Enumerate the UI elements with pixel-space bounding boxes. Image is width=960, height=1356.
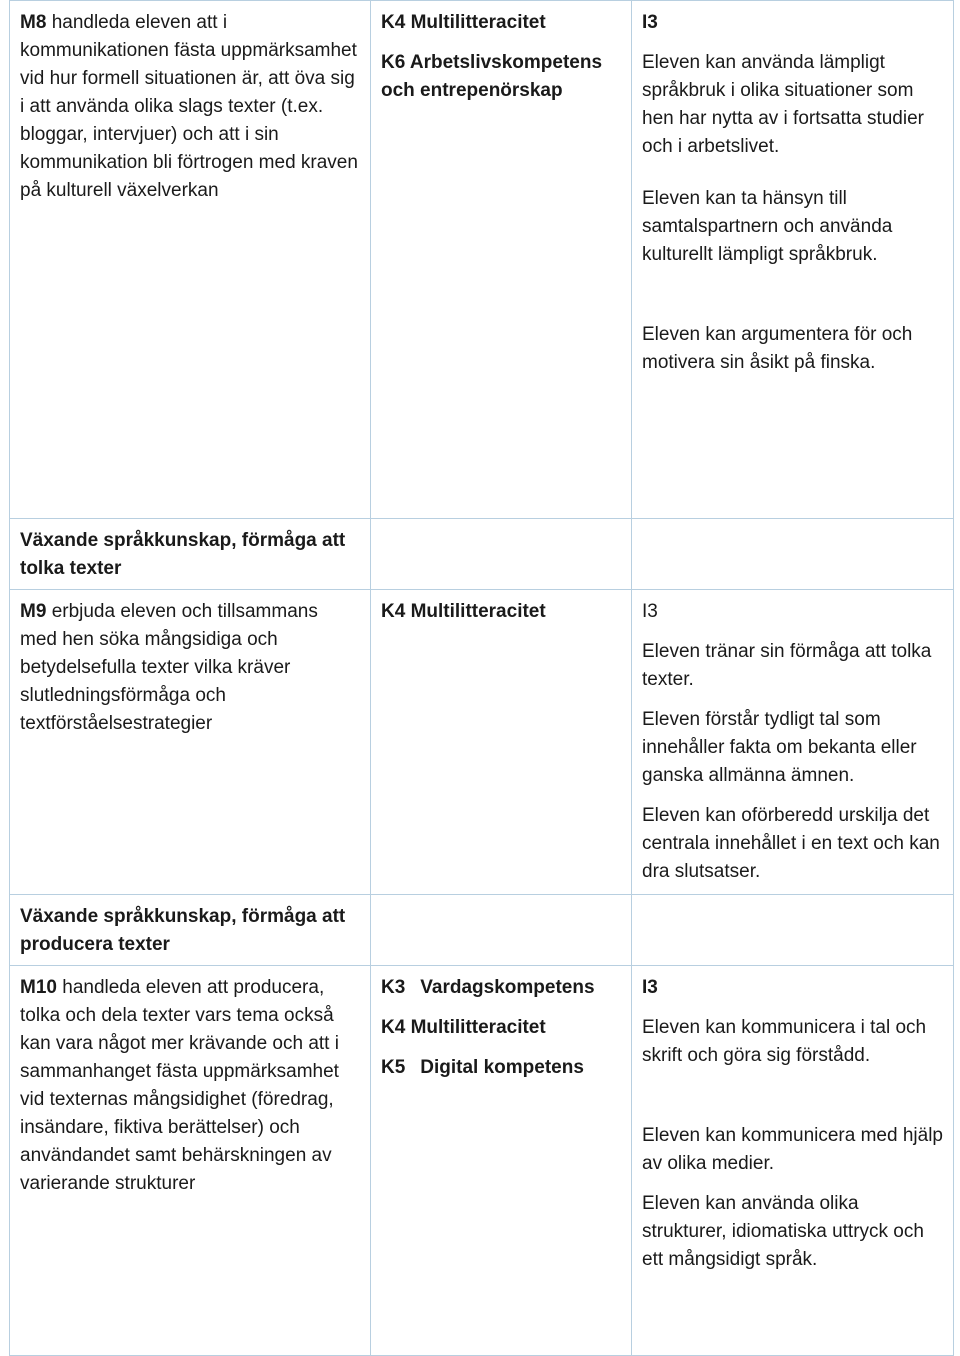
objective-cell xyxy=(10,966,371,1356)
competence-item: K6 Arbetslivskompetens och entrepenörskap xyxy=(381,52,603,101)
empty-cell xyxy=(371,519,632,590)
competence-code: K3 xyxy=(381,977,406,998)
criterion-text: Eleven kan använda lämpligt språkbruk i olika situationer som hen har nytta av i fortsatta studier och i arbetslivet. xyxy=(642,52,924,157)
objective-code: M9 xyxy=(20,601,47,622)
criterion-text: Eleven kan använda olika strukturer, idiomatiska uttryck och ett mångsidigt språk. xyxy=(642,1193,924,1270)
section-heading: Växande språkkunskap, förmåga att producera texter xyxy=(20,906,346,955)
table-row-m10 xyxy=(10,966,954,1356)
section-row-produce xyxy=(10,895,954,966)
competence-cell xyxy=(371,1,632,519)
curriculum-table xyxy=(9,0,954,1356)
competence-code: K5 xyxy=(381,1057,406,1078)
competence-item xyxy=(381,974,621,1002)
competence-item xyxy=(381,1014,621,1042)
competence-name: Multilitteracitet xyxy=(410,1017,546,1038)
criterion-text: Eleven kan ta hänsyn till samtalspartnern och använda kulturellt lämpligt språkbruk. xyxy=(642,188,893,265)
criteria-cell xyxy=(632,1,954,519)
objective-body: handleda eleven att i kommunikationen fästa uppmärksamhet vid hur formell situationen är, att öva sig i att använda olika slags texter (t.ex. bloggar, intervjuer) och att i sin kommunikation bli förtrogen med kraven på kulturell växelverkan xyxy=(20,12,358,201)
empty-cell xyxy=(632,519,954,590)
competence-name: Vardagskompetens xyxy=(420,977,595,998)
goal-code: I3 xyxy=(642,601,658,622)
table-row-m9 xyxy=(10,590,954,895)
objective-text xyxy=(20,9,360,205)
criterion-text: Eleven kan oförberedd urskilja det centrala innehållet i en text och kan dra slutsatser. xyxy=(642,805,940,882)
objective-body: erbjuda eleven och tillsammans med hen söka mångsidiga och betydelsefulla texter vilka kräver slutledningsförmåga och textförståelsestrategier xyxy=(20,601,318,734)
section-heading: Växande språkkunskap, förmåga att tolka texter xyxy=(20,530,346,579)
objective-body: handleda eleven att producera, tolka och dela texter vars tema också kan vara något mer krävande och att i sammanhanget fästa uppmärksamhet vid texternas mångsidighet (föredrag, insändare, fiktiva berättelser) och användandet samt behärskningen av varierande strukturer xyxy=(20,977,339,1194)
objective-cell xyxy=(10,1,371,519)
competence-item xyxy=(381,1054,621,1082)
competence-item: K4 Multilitteracitet xyxy=(381,12,546,33)
empty-cell xyxy=(632,895,954,966)
objective-cell xyxy=(10,590,371,895)
criteria-cell xyxy=(632,966,954,1356)
table-row-m8 xyxy=(10,1,954,519)
objective-code: M8 xyxy=(20,12,47,33)
section-heading-cell xyxy=(10,895,371,966)
criterion-text: Eleven tränar sin förmåga att tolka texter. xyxy=(642,641,932,690)
goal-code: I3 xyxy=(642,977,658,998)
competence-cell xyxy=(371,590,632,895)
competence-item: K4 Multilitteracitet xyxy=(381,601,546,622)
objective-text xyxy=(20,598,360,738)
criterion-text: Eleven förstår tydligt tal som innehåller fakta om bekanta eller ganska allmänna ämnen. xyxy=(642,709,917,786)
competence-cell xyxy=(371,966,632,1356)
criterion-text: Eleven kan argumentera för och motivera sin åsikt på finska. xyxy=(642,324,913,373)
goal-code: I3 xyxy=(642,12,658,33)
section-heading-cell xyxy=(10,519,371,590)
objective-text xyxy=(20,974,360,1198)
section-row-interpret xyxy=(10,519,954,590)
criterion-text: Eleven kan kommunicera i tal och skrift och göra sig förstådd. xyxy=(642,1017,927,1066)
criteria-cell xyxy=(632,590,954,895)
criterion-text: Eleven kan kommunicera med hjälp av olika medier. xyxy=(642,1125,943,1174)
competence-code: K4 xyxy=(381,1017,406,1038)
competence-name: Digital kompetens xyxy=(420,1057,584,1078)
objective-code: M10 xyxy=(20,977,57,998)
empty-cell xyxy=(371,895,632,966)
